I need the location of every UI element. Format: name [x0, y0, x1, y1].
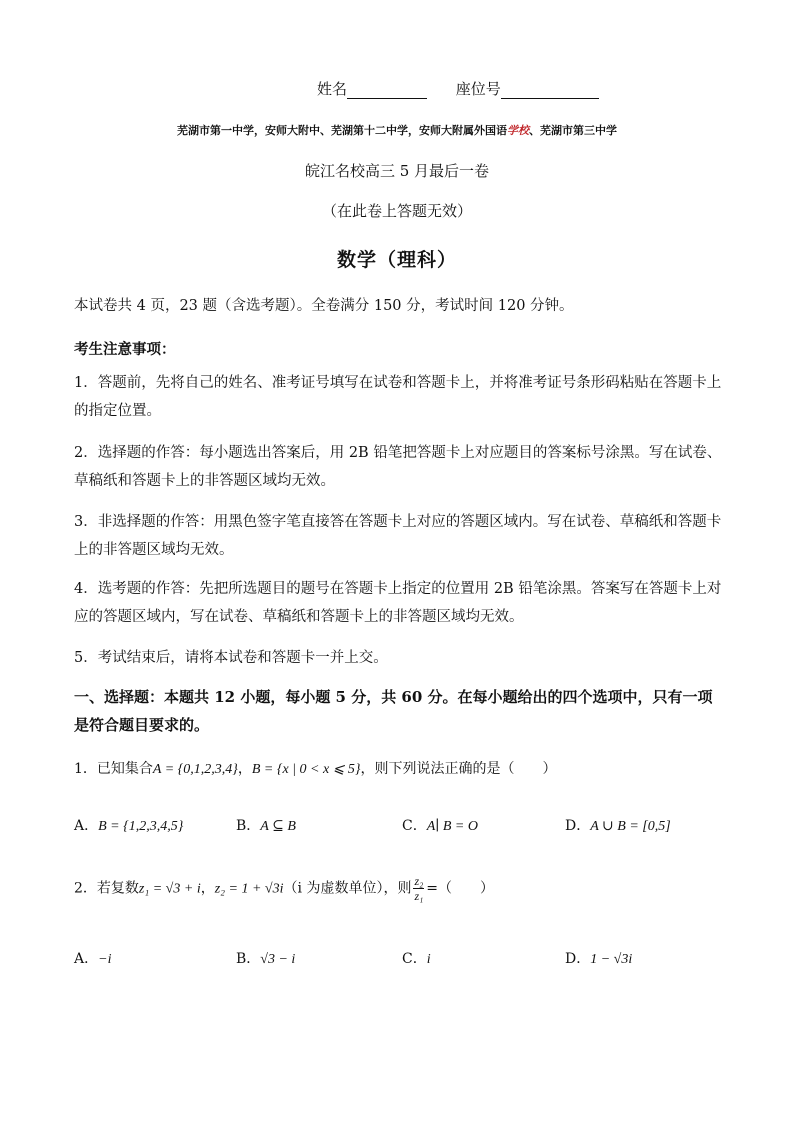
- option-letter: D．: [565, 951, 591, 967]
- option-letter: C．: [402, 818, 427, 834]
- q1-set-a: A = {0,1,2,3,4}: [152, 762, 238, 777]
- option-text: √3 − i: [260, 952, 296, 967]
- q1-suffix: ，则下列说法正确的是（ ）: [360, 761, 557, 777]
- option-text: 1 − √3i: [590, 952, 633, 967]
- q2-suffix: =（ ）: [426, 880, 495, 897]
- notice-item: 4．选考题的作答：先把所选题目的题号在答题卡上指定的位置用 2B 铅笔涂黑。答案写在答题卡上对应的答题区域内，写在试卷、草稿纸和答题卡上的非答题区域均无效。: [74, 581, 722, 625]
- option-letter: A．: [74, 951, 99, 967]
- q2-comma: ，: [200, 880, 215, 897]
- schools-text-2: 、芜湖市第三中学: [529, 124, 617, 137]
- option-text: B = {1,2,3,4,5}: [98, 819, 184, 834]
- section-title: 一、选择题：本题共 12 小题，每小题 5 分，共 60 分。在每小题给出的四个选项中，只有一项是符合题目要求的。: [74, 688, 713, 734]
- q1-option-a: [74, 815, 183, 835]
- option-text: A ⊆ B: [260, 819, 296, 834]
- option-letter: B．: [236, 951, 261, 967]
- invalid-note: （在此卷上答题无效）: [321, 202, 472, 220]
- notice-item: 1．答题前，先将自己的姓名、准考证号填写在试卷和答题卡上，并将准考证号条形码粘贴在答题卡上的指定位置。: [74, 375, 722, 419]
- q1-prefix: 1．已知集合: [74, 761, 153, 777]
- seat-blank: [501, 82, 599, 99]
- option-letter: D．: [565, 818, 591, 834]
- notice-item: 3．非选择题的作答：用黑色签字笔直接答在答题卡上对应的答题区域内。写在试卷、草稿纸和答题卡上的非答题区域均无效。: [74, 514, 722, 558]
- q2-fraction: [413, 874, 424, 903]
- q2-z1: z₁ = √3 + i: [138, 881, 201, 897]
- q2-prefix: 2．若复数: [74, 880, 139, 897]
- name-blank: [347, 82, 427, 99]
- option-text: i: [426, 952, 431, 967]
- name-label: 姓名: [317, 80, 348, 98]
- page-title: 数学（理科）: [336, 249, 457, 271]
- q2-option-b: [236, 948, 295, 968]
- seat-label: 座位号: [455, 80, 501, 98]
- exam-summary: 本试卷共 4 页，23 题（含选考题）。全卷满分 150 分，考试时间 120 分钟。: [74, 298, 574, 314]
- option-text: A ∪ B = [0,5]: [590, 819, 671, 834]
- q2-option-c: [402, 948, 431, 968]
- option-letter: A．: [74, 818, 99, 834]
- q2-option-d: [565, 948, 632, 968]
- name-seat-line: [317, 78, 599, 99]
- q1-set-b: B = {x | 0 < x ⩽ 5}: [251, 762, 361, 777]
- exam-name: 皖江名校高三 5 月最后一卷: [304, 162, 490, 180]
- q2-paren: （i 为虚数单位），则: [283, 880, 412, 897]
- option-letter: B．: [236, 818, 261, 834]
- schools-red-text: 学校: [507, 124, 529, 137]
- fraction-denominator: z₁: [414, 889, 424, 903]
- notice-item: 2．选择题的作答：每小题选出答案后，用 2B 铅笔把答题卡上对应题目的答案标号涂黑。写在试卷、草稿纸和答题卡上的非答题区域均无效。: [74, 445, 722, 489]
- q2-z2: z₂ = 1 + √3i: [214, 881, 284, 897]
- school-list: [0, 122, 794, 138]
- option-text: A∣ B = O: [426, 819, 478, 834]
- q2-option-a: [74, 948, 111, 968]
- notice-title: 考生注意事项：: [74, 341, 176, 358]
- q1-option-d: [565, 815, 671, 835]
- fraction-numerator: z₂: [414, 874, 424, 888]
- question-2-stem: [74, 874, 494, 903]
- option-text: −i: [98, 952, 112, 967]
- q1-option-b: [236, 815, 296, 835]
- q1-option-c: [402, 815, 478, 835]
- option-letter: C．: [402, 951, 427, 967]
- schools-text-1: 芜湖市第一中学，安师大附中、芜湖第十二中学，安师大附属外国语: [177, 124, 507, 137]
- question-1-stem: [74, 758, 557, 778]
- q1-comma: ，: [237, 761, 252, 777]
- notice-item: 5．考试结束后，请将本试卷和答题卡一并上交。: [74, 650, 388, 666]
